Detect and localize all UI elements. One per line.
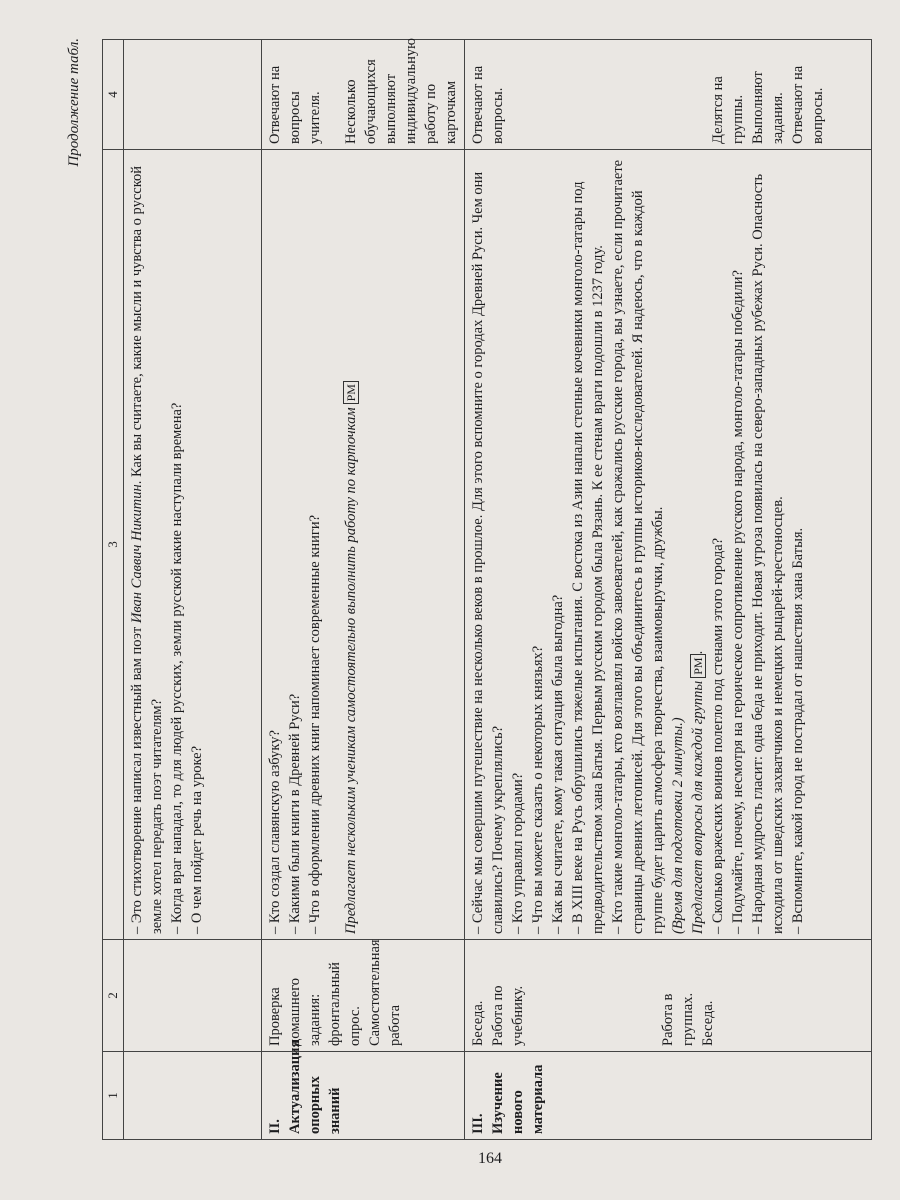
page-number: 164 [478,1150,502,1167]
activity-text: Отвечают на вопросы учителя. [267,65,323,144]
table-row [124,40,262,1140]
form-text: Работа по учебнику. [490,985,526,1046]
teacher-activity-cell [465,150,872,940]
rotated-page [60,30,880,1140]
column-header-3: 3 [103,150,124,940]
content-line: – Какими были книги в Древней Руси? [287,693,303,934]
form-cell [465,940,872,1052]
content-line: – Подумайте, почему, несмотря на героическое сопротивление русского народа, монголо-татары победили? [730,270,746,934]
lesson-plan-table [102,39,872,1140]
content-line: – Сейчас мы совершим путешествие на несколько веков в прошлое. Для этого вспомните о городах Древней Руси. Чем они славились? Почему укреплялись? [470,171,506,934]
poet-name: Иван Саввич Никитин [129,484,145,624]
continuation-note: Продолжение табл. [66,38,82,167]
column-header-2: 2 [103,940,124,1052]
form-text: Проверка домашнего задания: фронтальный опрос. [267,962,363,1046]
column-header-4: 4 [103,40,124,150]
table-row [465,40,872,1140]
content-line: – Сколько вражеских воинов полегло под стенами этого города? [710,537,726,934]
teacher-activity-cell [124,150,262,940]
content-line: – Это стихотворение написал известный вам поэт Иван Саввич Никитин. Как вы считаете, какие мысли и чувства о русской земле хотел передать поэт читателям? [129,165,165,934]
activity-text: Несколько обучающихся выполняют индивидуальную работу по карточкам [343,38,459,144]
stage-cell: II. Актуализация опорных знаний [262,1052,465,1140]
content-line: – В XIII веке на Русь обрушились тяжелые испытания. С востока из Азии напали степные кочевники монголо-татары под предводительством хана Батыя. Первым русским городом была Рязань. К ее стенам враги подошли в 1237 году. [570,181,606,934]
stage-cell [124,1052,262,1140]
activity-text: Делятся на группы. [710,76,746,144]
rm-badge: РМ [343,381,359,404]
activity-text: Отвечают на вопросы. [790,65,826,144]
content-line: Предлагает вопросы для каждой группыРМ. [690,650,706,934]
form-cell [262,940,465,1052]
content-line: – Народная мудрость гласит: одна беда не приходит. Новая угроза появилась на северо-западных рубежах Руси. Опасность исходила от шведских захватчиков и немецких рыцарей-крестоносцев. [750,173,786,934]
student-activity-cell [124,40,262,150]
content-line: – Вспомните, какой город не пострадал от нашествия хана Батыя. [790,527,806,934]
activity-text: Выполняют задания. [750,71,786,144]
form-text: Работа в группах. [660,992,696,1046]
table-row [262,40,465,1140]
content-line: – Что в оформлении древних книг напоминает современные книги? [307,514,323,934]
content-line: (Время для подготовки 2 минуты.) [670,717,686,934]
content-line: – Что вы можете сказать о некоторых князьях? [530,645,546,934]
content-line: – Как вы считаете, кому такая ситуация была выгодна? [550,594,566,934]
stage-cell: III. Изучение нового материала [465,1052,872,1140]
content-line: Предлагает нескольким ученикам самостоятельно выполнить работу по карточкамРМ [341,155,361,934]
column-header-1: 1 [103,1052,124,1140]
activity-text: Отвечают на вопросы. [470,65,506,144]
rm-badge: РМ [690,654,706,677]
teacher-activity-cell [262,150,465,940]
content-line: – Когда враг нападал, то для людей русских, земли русской какие наступали времена? [169,402,185,934]
content-line: – Кто такие монголо-татары, кто возглавлял войско завоевателей, как сражались русские города, вы узнаете, если прочитаете страницы древних летописей. Для этого вы объединитесь в группы историков-исследователей. Я надеюсь, что в каждой группе будет царить атмосфера творчества, взаимовыручки, дружбы. [610,159,666,934]
table-header-row [103,40,124,1140]
content-line: – О чем пойдет речь на уроке? [189,745,205,934]
form-text: Беседа. [470,1000,486,1046]
student-activity-cell [262,40,465,150]
form-cell [124,940,262,1052]
content-line: – Кто создал славянскую азбуку? [267,730,283,934]
form-text: Самостоятельная работа [367,939,403,1046]
content-line: – Кто управлял городами? [510,772,526,934]
student-activity-cell [465,40,872,150]
form-text: Беседа. [700,1000,716,1046]
